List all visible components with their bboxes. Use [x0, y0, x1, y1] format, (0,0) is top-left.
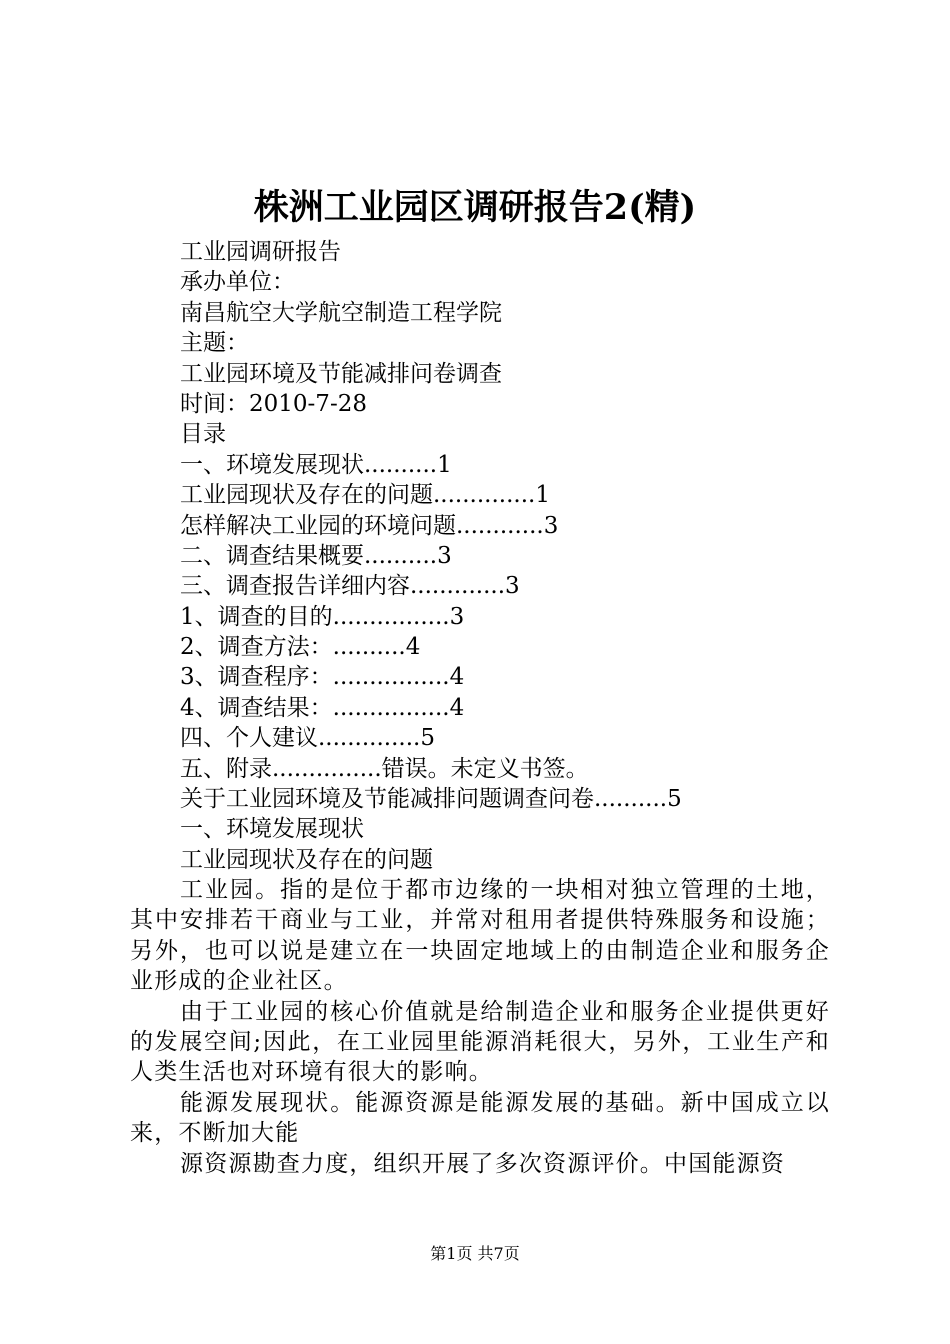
toc-entry: 工业园现状及存在的问题..............1 [180, 482, 550, 509]
section-heading: 一、环境发展现状 [180, 816, 364, 843]
toc-entry: 一、环境发展现状..........1 [180, 451, 452, 478]
toc-entry: 4、调查结果：................4 [180, 694, 465, 721]
body-paragraph: 由于工业园的核心价值就是给制造企业和服务企业提供更好的发展空间;因此，在工业园里能源消耗很大，另外，工业生产和人类生活也对环境有很大的影响。 [130, 998, 830, 1086]
toc-entry: 三、调查报告详细内容.............3 [180, 573, 520, 600]
body-paragraphs [130, 875, 830, 1179]
document-lines [180, 237, 860, 875]
text-line: 承办单位： [180, 269, 295, 296]
subsection-heading: 工业园现状及存在的问题 [180, 846, 433, 873]
toc-entry: 四、个人建议..............5 [180, 725, 435, 752]
text-line: 时间：2010-7-28 [180, 390, 367, 417]
toc-entry: 关于工业园环境及节能减排问题调查问卷..........5 [180, 786, 682, 813]
toc-entry: 五、附录...............错误。未定义书签。 [180, 755, 589, 782]
text-line: 主题： [180, 330, 249, 357]
text-line: 工业园环境及节能减排问卷调查 [180, 360, 502, 387]
toc-entry: 2、调查方法：..........4 [180, 634, 421, 661]
toc-entry: 3、调查程序：................4 [180, 664, 465, 691]
toc-entry: 1、调查的目的................3 [180, 603, 465, 630]
text-line: 南昌航空大学航空制造工程学院 [180, 299, 502, 326]
body-paragraph: 工业园。指的是位于都市边缘的一块相对独立管理的土地，其中安排若干商业与工业，并常对租用者提供特殊服务和设施；另外，也可以说是建立在一块固定地域上的由制造企业和服务企业形成的企业社区。 [130, 877, 830, 995]
text-line: 工业园调研报告 [180, 239, 341, 265]
body-paragraph: 源资源勘查力度，组织开展了多次资源评价。中国能源资 [180, 1150, 785, 1177]
document-title: 株洲工业园区调研报告2(精) [253, 187, 697, 228]
toc-entry: 二、调查结果概要..........3 [180, 542, 452, 569]
toc-entry: 怎样解决工业园的环境问题............3 [180, 512, 559, 539]
toc-heading: 目录 [180, 421, 226, 448]
page-footer: 第1页 共7页 [430, 1244, 520, 1263]
body-paragraph: 能源发展现状。能源资源是能源发展的基础。新中国成立以来，不断加大能 [130, 1089, 830, 1147]
